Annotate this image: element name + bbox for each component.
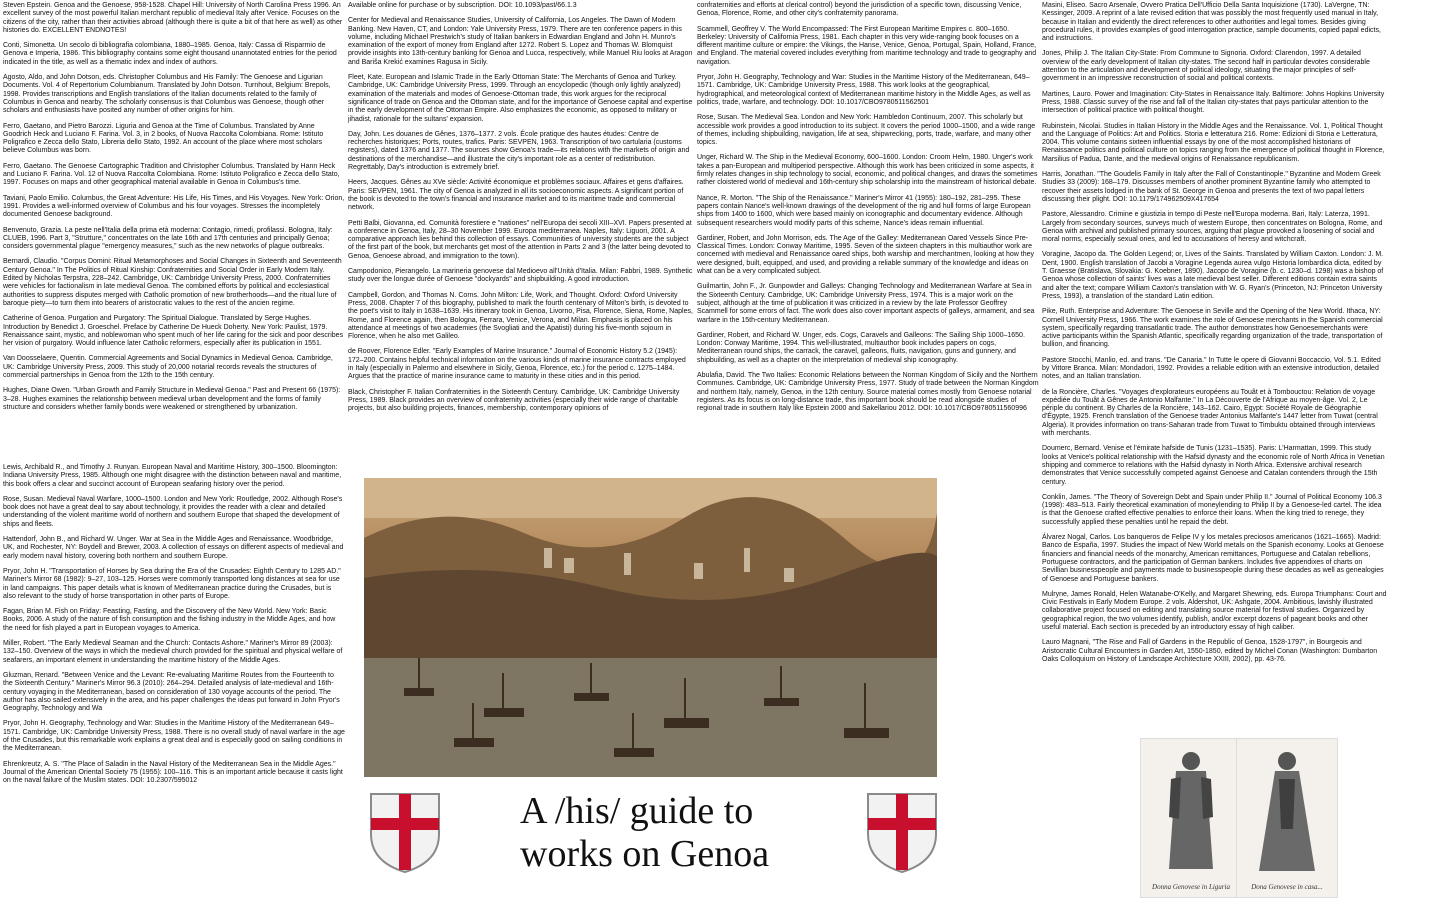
bibliography-entry: Rose, Susan. Medieval Naval Warfare, 1000–1500. London and New York: Routledge, 2002. Although Rose's book does not have a great deal to say about technology, it provides the reader with a clear and detailed understanding of the violent maritime world of northern and southern Europe that shaped the development of ships and fleets. (3, 495, 343, 528)
bibliography-entry: Pastore Stocchi, Manlio, ed. and trans. "De Canaria." In Tutte le opere di Giovanni Boccaccio, Vol. 5.1. Edited by Vittore Branca. Milan: Mondadori, 1992. Provides a reliable edition with an extensive introduction, detailed notes, and an Italian translation. (1042, 356, 1381, 381)
bibliography-entry: Martines, Lauro. Power and Imagination: City-States in Renaissance Italy. Baltimore: Johns Hopkins University Press, 1988. Classic survey of the rise and fall of the Italian city-states that pays particular attention to the intersection of political practice with political thought. (1042, 90, 1385, 115)
bibliography-entry: Unger, Richard W. The Ship in the Medieval Economy, 600–1600. London: Croom Helm, 1980. Unger's work takes a pan-European and multiperiod perspective. Although this work has been criticized in some aspects, it firmly relates changes in ship technology to social, economic, and political changes, and draws the sometimes rather cloistered world of medieval and 16th-century ship scholarship into the mainstream of historical debate. (697, 154, 1038, 187)
bibliography-entry: Rubinstein, Nicolai. Studies in Italian History in the Middle Ages and the Renaissance. Vol. 1, Political Thought and the Language of Politics: Art and Politics. Storia e letteratura 216. Rome: Edizioni di Storia e Letteratura, 2004. This volume contains sixteen influential essays by one of the most accomplished historians of Renaissance politics and political culture on topics ranging from the emergence of political thought in Florence, Marsilius of Padua, Dante, and the medieval origins of Renaissance republicanism. (1042, 122, 1385, 163)
bibliography-entry: Fleet, Kate. European and Islamic Trade in the Early Ottoman State: The Merchants of Genoa and Turkey. Cambridge, UK: Cambridge University Press, 1999. Through an encyclopedic (though only lightly analyzed) examination of the materials and modes of Genoese-Ottoman trade, this work argues for the reciprocal significance of trade on Genoa and the Ottoman state, and for the importance of Genoese capital and expertise in the early development of the Ottoman Empire. Also emphasizes the economic, as opposed to military or jihadist, rationale for the sultans' expansion. (348, 74, 693, 123)
bibliography-entry: Gardiner, Robert, and Richard W. Unger, eds. Cogs, Caravels and Galleons: The Sailing Ship 1000–1650. London: Conway Maritime, 1994. This well-illustrated, multiauthor book includes papers on cogs, Mediterranean round ships, the carrack, the caravel, galleons, fluits, navigation, guns and gunnery, and shipbuilding, as well as a chapter on the interpretation of medieval ship iconography. (697, 331, 1025, 364)
bibliography-entry: de Roover, Florence Edler. "Early Examples of Marine Insurance." Journal of Economic History 5.2 (1945): 172–200. Contains helpful technical information on the various kinds of marine insurance contracts employed in Italy (especially in Palermo and elsewhere in Sicily, Genoa, Florence, etc.) for the period c. 1275–1484. Argues that the practice of marine insurance came to maturity in these cities and in this period. (348, 348, 686, 381)
bibliography-entry: Campodonico, Pierangelo. La marineria genovese dal Medioevo all'Unità d'Italia. Milan: Fabbri, 1989. Synthetic study over the longue durée of Genoese "dockyards" and shipbuilding. A good introduction. (348, 268, 693, 284)
bibliography-entry: Abulafia, David. The Two Italies: Economic Relations between the Norman Kingdom of Sicily and the Northern Communes. Cambridge, UK: Cambridge University Press, 1977. Study of trade between the Norman Kingdom and northern Italy, namely, Genoa, in the 12th century. Source material comes mostly from Genoese notarial registers. As its focus is on long-distance trade, this important book should be read alongside studies of regional trade in southern Italy like Epstein 2000 and Sakellariou 2012. DOI: 10.1017/CBO9780511560996 (697, 371, 1039, 413)
bibliography-entry: Center for Medieval and Renaissance Studies, University of California, Los Angeles. The Dawn of Modern Banking. New Haven, CT, and London: Yale University Press, 1979. There are ten conference papers in this volume, including Michael Prestwich's study of Italian bankers in Edwardian England and John H. Munro's examination of the export of money from England after 1272. Robert S. Lopez and Thomas W. Blomquist provide insights into 13th-century banking for Genoa and Lucca, respectively, while Manuel Riu looks at Aragon and Bariša Krekić examines Ragusa in Sicily. (348, 17, 693, 66)
bibliography-entry: Conti, Simonetta. Un secolo di bibliografia colombiana, 1880–1985. Genoa, Italy: Cassa di Risparmio de Genova e Imperia, 1986. This bibliography contains some eight thousand unannotated entries for the period indicated in the title, as well as a thematic index and index of authors. (3, 42, 337, 66)
genoese-costume-figure-right (1236, 738, 1338, 898)
bibliography-entry: Lauro Magnani, "The Rise and Fall of Gardens in the Republic of Genoa, 1528-1797", in Bourgeois and Aristocratic Cultural Encounters in Garden Art, 1550-1850, edited by Michel Conan (Washington: Dumbarton Oaks Colloquium on History of Landscape Architecture XXIII, 2002), pp. 43-76. (1042, 639, 1378, 663)
bibliography-entry: Black, Christopher F. Italian Confraternities in the Sixteenth Century. Cambridge, UK: Cambridge University Press, 1989. Black provides an overview of confraternity activities (especially their wide range of charitable projects, but also building projects, finances, membership, contemporary opinions of (348, 388, 680, 413)
genoese-costume-figure-left (1140, 738, 1242, 898)
bibliography-entry: Agosto, Aldo, and John Dotson, eds. Christopher Columbus and His Family: The Genoese and Ligurian Documents. Vol. 4 of Repertorium Columbianum. Translated by John Dotson. Turnhout, Belgium: Brepols, 1998. Provides transcriptions and English translations of the Italian documents related to the family of Columbus in Genoa and nearby. The scholarly consensus is that Columbus was Genoese, though other scholars and enthusiasts have posited any number of other origins for him. (3, 74, 331, 115)
genoa-cross-shield-right-icon (864, 790, 940, 874)
harbor-view-illustration (364, 478, 937, 777)
bibliography-entry: Fagan, Brian M. Fish on Friday: Feasting, Fasting, and the Discovery of the New World. New York: Basic Books, 2006. A study of the nature of fish consumption and the fishing industry in the Middle Ages, and how the need for fish played a part in European voyages to America. (3, 608, 336, 632)
bibliography-entry: Jones, Philip J. The Italian City-State: From Commune to Signoria. Oxford: Clarendon, 1997. A detailed overview of the early development of Italian city-states. The second half in particular devotes considerable attention to the articulation and development of political ideology, situating the major principles of self-government in an impressive reconstruction of social and political contexts. (1042, 50, 1370, 83)
bibliography-entry: Ferro, Gaetano, and Pietro Barozzi. Liguria and Genoa at the Time of Columbus. Translated by Anne Goodrich Heck and Luciano F. Farina. Vol. 3, in 2 books, of Nuova Raccolta Colombiana. Rome: Istituto Poligrafico e Zecca dello Stato, Libreria dello Stato, 1992. An account of the place where most scholars believe Columbus was born. (3, 122, 324, 155)
bibliography-entry: Conklin, James. "The Theory of Sovereign Debt and Spain under Philip II." Journal of Political Economy 106.3 (1998): 483–513. Fairly theoretical examination of moneylending to Philip II by a Genoese-led cartel. The idea is that the Genoese crafted effective penalties to enforce their loans. When the king tried to renege, they successfully applied these penalties until he repaid the debt. (1042, 493, 1382, 526)
bibliography-entry: Scammell, Geoffrey V. The World Encompassed: The First European Maritime Empires c. 800–1650. Berkeley: University of California Press, 1981. Each chapter in this very wide-ranging book focuses on a different maritime culture or empire: the Vikings, the Hanse, Venice, Genoa, Portugal, Spain, Holland, France, and England. The material covered includes everything from maritime technology and trade to geography and navigation. (697, 25, 1037, 66)
bibliography-entry: Doumerc, Bernard. Venise et l'émirate hafside de Tunis (1231–1535). Paris: L'Harmattan, 1999. This study looks at Venice's political relationship with the Hafsid dynasty and the economic role of North Africa in Venetian shipping and commerce to relations with the Hafsid dynasty in North Africa. Extensive archival research demonstrates that Venice successfully competed against Genoese and Catalan contenders through the 15th century. (1042, 445, 1385, 486)
bibliography-column-3 (697, 2, 1039, 420)
bibliography-entry: de la Roncière, Charles. "Voyages d'explorateurs européens au Touât et à Tombouctou: Relation de voyage expédiée du Touât à Gênes de Antonio Malfante." In La Découverte de l'Afrique au moyen-âge. Vol. 2, Le périple du continent. By Charles de la Roncière, 143–162. Cairo, Egypt: Société Royale de Géographie d'Égypte, 1925. French translation of the Genoese trader Antonius Malfante's 1447 letter from Tuwat (central Algeria). It provides information on trans-Saharan trade from Tuwat to Timbuktu obtained through interviews with merchants. (1042, 388, 1378, 438)
bibliography-entry: Nance, R. Morton. "The Ship of the Renaissance." Mariner's Mirror 41 (1955): 180–192, 281–295. These papers contain Nance's well-known drawings of the development of the rig and hull forms of large European ships from 1400 to 1600, which were based mainly on iconographic and documentary evidence. Although subsequent researchers would modify parts of this scheme, Nance's ideas remain influential. (697, 194, 1031, 227)
bibliography-entry: Catherine of Genoa. Purgation and Purgatory: The Spiritual Dialogue. Translated by Serge Hughes. Introduction by Benedict J. Groeschel. Preface by Catherine De Hueck Doherty. New York: Paulist, 1979. Renaissance saint, mystic, and noblewoman who spent much of her life caring for the sick and poor describes her vision of purgatory. Would influence later Catholic reformers, especially after its publication in 1551. (3, 315, 344, 348)
bibliography-entry: Pryor, John H. Geography, Technology and War: Studies in the Maritime History of the Mediterranean 649–1571. Cambridge, UK: Cambridge University Press, 1988. There is no overall study of naval warfare in the age of the Crusades, but this remarkable work explains a great deal and is especially good on sailing conditions in the Mediterranean. (3, 720, 345, 753)
bibliography-entry: Available online for purchase or by subscription. DOI: 10.1093/past/66.1.3 (348, 2, 577, 9)
figure-caption-right: Dona Genovese in casa... (1251, 883, 1323, 891)
bibliography-column-1b (3, 464, 345, 793)
bibliography-entry: Harris, Jonathan. "The Goudelis Family in Italy after the Fall of Constantinople." Byzantine and Modern Greek Studies 33 (2009): 168–179. Discusses members of another prominent Byzantine family who attempted to recover their assets lodged in the bank of St. George in Genoa and presents the text of two papal letters discussing their plight. DOI: 10.1179/174962509X417654 (1042, 171, 1381, 203)
bibliography-entry: Heers, Jacques. Gênes au XVe siècle: Activité économique et problèmes sociaux. Affaires et gens d'affaires. Paris: SEVPEN, 1961. The city of Genoa is analyzed in all its socioeconomic aspects. A significant portion of the book is devoted to the town's financial and insurance market and to its maritime trade and commercial network. (348, 179, 684, 212)
bibliography-entry: Campbell, Gordon, and Thomas N. Corns. John Milton: Life, Work, and Thought. Oxford: Oxford University Press, 2008. Chapter 7 of this biography, published to mark the fourth centenary of Milton's birth, is devoted to the poet's visit to Italy in 1638–1639. His itinerary took in Genoa, Livorno, Pisa, Florence, Siena, Rome, Naples, Rome, and Florence again, then Bologna, Ferrara, Venice, Verona, and Milan. Emphasis is placed on his attendance at meetings of two academies (the Svogliati and the Apatisti) during his five-month sojourn in Florence, when he also met Galileo. (348, 291, 693, 341)
bibliography-entry: Mulryne, James Ronald, Helen Watanabe-O'Kelly, and Margaret Shewring, eds. Europa Triumphans: Court and Civic Festivals in Early Modern Europe. 2 vols. Aldershot, UK: Ashgate, 2004. Ambitious, lavishly illustrated collaborative project focused on editing and translating source material for festival studies. Organized by geographical region, the two volumes identify, publish, and/or excerpt dozens of pageant books and other useful material. Each section is preceded by an introductory essay of high caliber. (1042, 590, 1387, 631)
bibliography-entry: Van Doosselaere, Quentin. Commercial Agreements and Social Dynamics in Medieval Genoa. Cambridge, UK: Cambridge University Press, 2009. This study of 20,000 notarial records reveals the structures of commercial partnerships in Genoa from the 12th to the 15th century. (3, 355, 333, 379)
figure-caption-left: Donna Genovese in Liguria (1152, 883, 1230, 891)
bibliography-entry: Taviani, Paolo Emilio. Columbus, the Great Adventure: His Life, His Times, and His Voyages. New York: Orion, 1991. Provides a well-informed overview of Columbus and his four voyages. Stresses the incompletely documented Genoese background. (3, 194, 345, 219)
bibliography-entry: Ferro, Gaetano. The Genoese Cartographic Tradition and Christopher Columbus. Translated by Hann Heck and Luciano F. Farina. Vol. 12 of Nuova Raccolta Colombiana. Rome: Istituto Poligrafico e Zecca dello Stato, 1997. Focuses on maps and other geographical material available in Genoa in Columbus's time. (3, 162, 340, 187)
bibliography-entry: Pike, Ruth. Enterprise and Adventure: The Genoese in Seville and the Opening of the New World. Ithaca, NY: Cornell University Press, 1966. The work examines the role of Genoese merchants in the Spanish commercial system, specifically regarding transatlantic trade. The author demonstrates how Genoesemerchants were active participants within the Spanish Atlantic, specifically regarding organization of the trade, transportation of bullion, and financing. (1042, 308, 1383, 349)
title-line-1: A /his/ guide to (520, 790, 754, 832)
bibliography-entry: Hattendorf, John B., and Richard W. Unger. War at Sea in the Middle Ages and Renaissance. Woodbridge, UK, and Rochester, NY: Boydell and Brewer, 2003. A collection of essays on different aspects of medieval and early modern naval history, covering both northern and southern Europe. (3, 536, 344, 560)
bibliography-entry: Pryor, John H. Geography, Technology and War: Studies in the Maritime History of the Mediterranean, 649–1571. Cambridge, UK: Cambridge University Press, 1988. This work looks at the geographical, hydrographical, and meteorological context of Mediterranean maritime history in the Middle Ages, as well as politics, trade, warfare, and technology. DOI: 10.1017/CBO9780511562501 (697, 74, 1031, 106)
bibliography-entry: Masini, Eliseo. Sacro Arsenale, Ovvero Pratica Dell'Ufficio Della Santa Inquisizione (1730). LaVergne, TN: Kessinger, 2009. A reprint of a late revised edition that was possibly the most frequently used manual in Italy, because in Italian and evidently the direct references to other authorities and legal tomes. Besides giving procedural rules, it provides examples of good interrogation practice, sample documents, copied papal edicts, and instructions. (1042, 2, 1381, 43)
bibliography-column-2 (348, 2, 693, 420)
bibliography-entry: Álvarez Nogal, Carlos. Los banqueros de Felipe IV y los metales preciosos americanos (1621–1665). Madrid: Banco de España, 1997. Studies the impact of New World metals on the Spanish economy. Looks at Genoese financiers and financial needs of the monarchy, American remittances, Portuguese and Catalan rebellions, Portuguese contractors, and the participation of German bankers. Includes five appendixes of charts on Sevillian businesspeople and payments made to businesspeople during these decades as well as genealogies of Genoese and Portuguese bankers. (1042, 534, 1384, 583)
bibliography-entry: Hughes, Diane Owen. "Urban Growth and Family Structure in Medieval Genoa." Past and Present 66 (1975): 3–28. Hughes examines the relationship between medieval urban development and the forms of family structure and considers whether family bonds were weakened or strengthened by urbanization. (3, 387, 341, 411)
genoa-cross-shield-left-icon (367, 790, 443, 874)
bibliography-entry: Benvenuto, Grazia. La peste nell'Italia della prima età moderna: Contagio, rimedi, profilassi. Bologna, Italy: CLUEB, 1996. Part 3, "Strutture," concentrates on the late 16th and 17th centuries and principally Genoa; considers governmental plague "emergency measures," such as the new networks of plague outbreaks. (3, 226, 333, 251)
genoa-harbor-painting (364, 478, 937, 777)
bibliography-entry: Gardiner, Robert, and John Morrison, eds. The Age of the Galley: Mediterranean Oared Vessels Since Pre-Classical Times. London: Conway Maritime, 1995. Seven of the sixteen chapters in this multiauthor work are concerned with medieval and Renaissance oared ships, both warship and merchantmen, looking at how they were designed, built, equipped, and used, and providing a reliable summary of the knowledge and ideas on what can be a very complicated subject. (697, 234, 1034, 276)
page-title (520, 790, 820, 876)
bibliography-entry: Pastore, Alessandro. Crimine e giustizia in tempo di Peste nell'Europa moderna. Bari, Italy: Laterza, 1991. Largely from secondary sources, surveys much of western Europe, then concentrates on Bologna, Rome, and Genoa with archival and published primary sources, arguing that plague provoked a loosening of social and moral norms, especially sexual ones, and led to accusations of heresy and witchcraft. (1042, 211, 1383, 244)
bibliography-entry: Rose, Susan. The Medieval Sea. London and New York: Hambledon Continuum, 2007. This scholarly but accessible work provides a good introduction to its subject. It covers the period 1000–1500, and a wide range of themes, including shipbuilding, navigation, life at sea, shipwrecking, ports, trade, warfare, and many other topics. (697, 114, 1036, 147)
bibliography-entry: confraternities and efforts at clerical control) beyond the jurisdiction of a specific town, discussing Venice, Genoa, Florence, Rome, and other city's confraternity panorama. (697, 2, 1022, 18)
costume-figure-left-illustration (1141, 739, 1241, 879)
bibliography-entry: Bernardi, Claudio. "Corpus Domini: Ritual Metamorphoses and Social Changes in Sixteenth and Seventeenth Century Genoa." In The Politics of Ritual Kinship: Confraternities and Social Order in Early Modern Italy. Edited by Nicholas Terpstra, 228–242. Cambridge, UK: Cambridge University Press, 2000. Confraternities were vehicles for factionalism in late medieval Genoa. The combined efforts by political and ecclesiastical authorities to suppress disputes merged with Catholic promotion of new brotherhoods—and the ritual lure of baroque piety—to turn them into bearers of aristocratic values to the rest of the ancien regime. (3, 258, 342, 307)
bibliography-column-4 (1042, 2, 1387, 671)
bibliography-column-1 (3, 2, 345, 419)
bibliography-entry: Day, John. Les douanes de Gênes, 1376–1377. 2 vols. École pratique des hautes études: Centre de recherches historiques; Ports, routes, trafics. Paris: SEVPEN, 1963. Transcription of two cartularia (customs registers), dated 1376 and 1377. The sources show Genoa's trade—its relations with the markets of origin and destinations of the merchandise—and illustrate the city's important role as a center of redistribution. Regrettably, Day's introduction is extremely brief. (348, 130, 690, 172)
bibliography-entry: Voragine, Jacopo da. The Golden Legend; or, Lives of the Saints. Translated by William Caxton. London: J. M. Dent, 1900. English translation of Jacobi a Voragine Legenda aurea vulgo Historia lombardica dicta, edited by T. Graesse (Bratislava, Slovakia: G. Koebner, 1890). Jacopo de Voragine (b. c. 1230–d. 1298) was a bishop of Genoa whose collection of saints' lives was a late medieval best seller. Different editions contain extra saints and alter the text; compare William Caxton's translation with W. G. Ryan's (Princeton, NJ: Princeton University Press, 1993), a translation of the standard Latin edition. (1042, 251, 1384, 300)
bibliography-entry: Ehrenkreutz, A. S. "The Place of Saladin in the Naval History of the Mediterranean Sea in the Middle Ages." Journal of the American Oriental Society 75 (1955): 100–116. This is an important article because it casts light on the naval failure of the Muslim states. DOI: 10.2307/595012 (3, 760, 343, 785)
bibliography-entry: Lewis, Archibald R., and Timothy J. Runyan. European Naval and Maritime History, 300–1500. Bloomington: Indiana University Press, 1985. Although one might disagree with the distinction between naval and maritime, this book offers a clear and succinct account of European seafaring history over the period. (3, 464, 342, 488)
bibliography-entry: Pryor, John H. "Transportation of Horses by Sea during the Era of the Crusades: Eighth Century to 1285 AD." Mariner's Mirror 68 (1982): 9–27, 103–125. Horses were commonly transported long distances at sea for use in land campaigns. This paper details what is known of Mediterranean practice during the Crusades, but is also relevant to the study of horse transportation in other parts of Europe. (3, 567, 341, 600)
bibliography-entry: Petti Balbi, Giovanna, ed. Comunità forestiere e "nationes" nell'Europa dei secoli XIII–XVI. Papers presented at a conference in Genoa, Italy, 28–30 November 1999. Europa mediterranea. Naples, Italy: Liguori, 2001. A comparative approach lies behind this collection of essays. Communities of university students are the subject of the first part of the book, but merchants get most of the attention in Parts 2 and 3 (the latter being devoted to Genoa, Genoese abroad, and immigration to the town). (348, 219, 692, 260)
bibliography-entry: Gluzman, Renard. "Between Venice and the Levant: Re-evaluating Maritime Routes from the Fourteenth to the Sixteenth Century." Mariner's Mirror 96.3 (2010): 264–294. Detailed analysis of late-medieval and 16th-century voyaging in the Mediterranean, based on consideration of 130 voyage accounts of the period. The author has also sailed extensively in the area, and his paper challenges the ideas put forward in John Pryor's Geography, Technology and Wa (3, 671, 340, 713)
costume-figure-right-illustration (1237, 739, 1337, 879)
title-line-2: works on Genoa (520, 833, 770, 875)
bibliography-entry: Steven Epstein. Genoa and the Genoese, 958-1528. Chapel Hill: University of North Carolina Press 1996. An excellent survey of the most powerful Italian merchant republic of medieval Italy after Venice. Focuses on the citizens of the city, rather than their activities abroad (although there is quite a bit of that here as well) as other histories do. EXCELLENT ENDNOTES! (3, 2, 343, 34)
bibliography-entry: Miller, Robert. "The Early Medieval Seaman and the Church: Contacts Ashore." Mariner's Mirror 89 (2003): 132–150. Overview of the ways in which the medieval church provided for the spiritual and physical welfare of seafarers, an important element in understanding the maritime history of the Middle Ages. (3, 640, 343, 664)
bibliography-entry: Guilmartin, John F., Jr. Gunpowder and Galleys: Changing Technology and Mediterranean Warfare at Sea in the Sixteenth Century. Cambridge, UK: Cambridge University Press, 1974. This is a major work on the subject, although at the time of publication it was criticized in a review by the late Professor Geoffrey Scammell for some errors of fact. The work does also cover important aspects of galleys, armament, and sea warfare in the 15th-century Mediterranean. (697, 283, 1035, 324)
